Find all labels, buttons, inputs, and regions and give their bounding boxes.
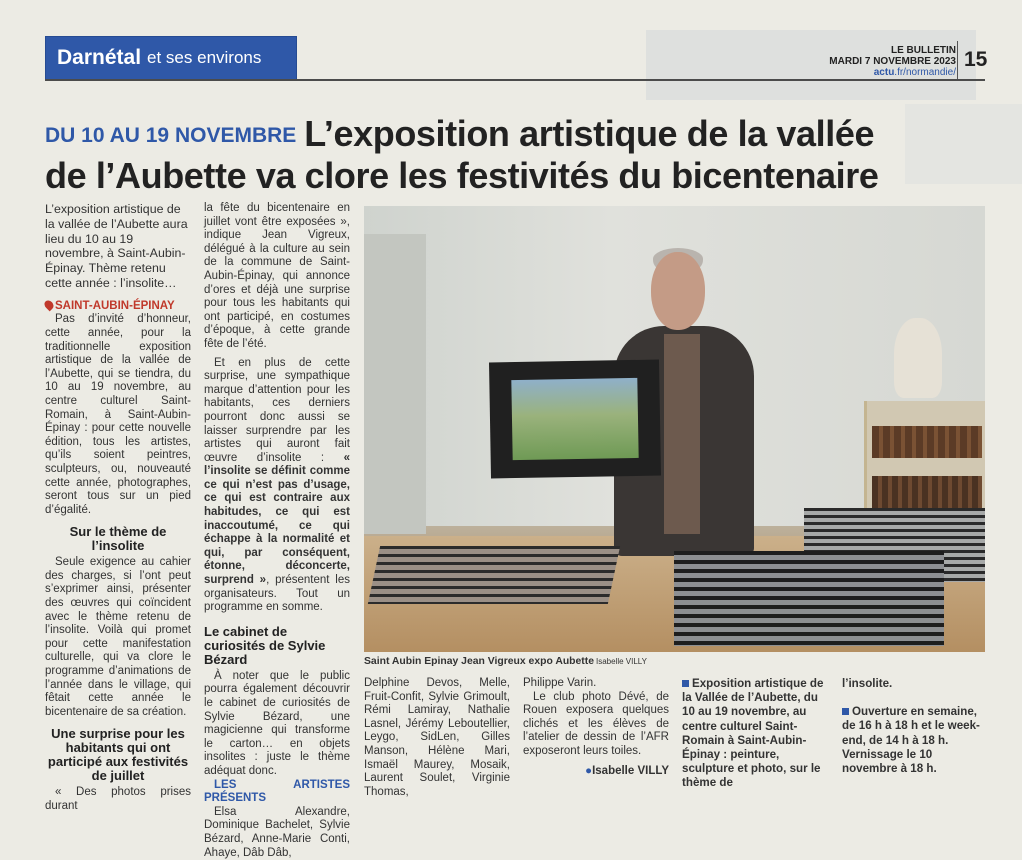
article-headline bbox=[45, 114, 925, 196]
bullet-square-icon bbox=[682, 680, 689, 687]
subheading: Sur le thème de l’insolite bbox=[69, 524, 167, 554]
bullet-square-icon bbox=[842, 708, 849, 715]
column-4 bbox=[523, 677, 669, 778]
info-theme: l’insolite. bbox=[842, 677, 893, 690]
paper-url: actu.fr/normandie/ bbox=[873, 67, 956, 78]
location-pin-icon bbox=[43, 298, 56, 311]
info-hours: Ouverture en semaine, de 16 h à 18 h et le week-end, de 14 h à 18 h. Vernissage le 10 novembre à 18 h. bbox=[842, 705, 980, 776]
page-number: 15 bbox=[957, 41, 987, 79]
paragraph: la fête du bicentenaire en juillet vont être exposées », indique Jean Vigreux, délégué à la culture au sein de la commune de Saint-Aubin-Épinay, qui annonce d’ores et déjà une surprise pour tous les habitants qui ont participé, en costumes d’époque, à cette grande fête de l’été. bbox=[204, 202, 350, 350]
paragraph: Pas d’invité d’honneur, cette année, pour la traditionnelle exposition artistique de la vallée de l’Aubette, qui se tiendra, du 10 au 19 novembre, au centre culturel Saint-Romain, à Saint-Aubin-Épinay : pour cette nouvelle édition, tous les artistes, qu’ils soient peintres, sculpteurs, ou, nouveauté cette année, photographes, seront tous sur un pied d’égalité. bbox=[45, 313, 191, 516]
paragraph: « Des photos prises durant bbox=[45, 786, 191, 812]
section-banner bbox=[45, 36, 297, 80]
practical-info-1: Exposition artistique de la Vallée de l’Aubette, du 10 au 19 novembre, au centre culturel Saint-Romain à Saint-Aubin-Épinay : peinture, sculpture et photo, sur le thème de bbox=[682, 677, 824, 790]
headline-date: DU 10 AU 19 NOVEMBRE bbox=[45, 124, 297, 147]
column-1 bbox=[45, 202, 191, 814]
article-photo bbox=[364, 206, 985, 652]
paper-title: LE BULLETIN bbox=[891, 45, 956, 56]
article-lead: L’exposition artistique de la vallée de l’Aubette aura lieu du 10 au 19 novembre, à Saint-Aubin-Épinay. Thème retenu cette année : l’insolite… bbox=[45, 202, 188, 290]
artists-heading: LES ARTISTES PRÉSENTS bbox=[204, 778, 350, 805]
paper-date: MARDI 7 NOVEMBRE 2023 bbox=[829, 56, 956, 67]
paper-header bbox=[829, 45, 956, 78]
column-3 bbox=[364, 677, 510, 799]
paragraph: Seule exigence au cahier des charges, si l’ont peut s’exprimer ainsi, présenter des œuvres qui coïncident avec le thème retenu de l’insolite. Voilà qui promet pour cette manifestation culturelle, qui va clore le programme d’animations de l’année dans le village, qui fêtait cette année le bicentenaire de sa création. bbox=[45, 556, 191, 718]
paragraph: Le club photo Dévé, de Rouen exposera quelques clichés et les élèves de l’atelier de dessin de l’AFR exposeront leurs toiles. bbox=[523, 690, 669, 757]
section-name: Darnétal bbox=[57, 46, 142, 69]
photo-caption: Saint Aubin Epinay Jean Vigreux expo Aubette Isabelle VILLY bbox=[364, 656, 647, 667]
paragraph: Delphine Devos, Melle, Fruit-Confit, Sylvie Grimoult, Rémi Lamiray, Nathalie Lasnel, Jérémy Leboutellier, Leygo, SidLen, Gilles Manson, Hélène Mari, Ismaël Maurey, Mosaik, Laurent Soulet, Virginie Thomas, bbox=[364, 677, 510, 798]
subheading: Une surprise pour les habitants qui ont participé aux festivités de juillet bbox=[47, 726, 189, 784]
author-signature: ●Isabelle VILLY bbox=[585, 764, 669, 777]
headline-line1: L’exposition artistique de la vallée bbox=[304, 113, 875, 154]
column-2 bbox=[204, 202, 350, 860]
paragraph: Philippe Varin. bbox=[523, 677, 597, 689]
headline-line2: de l’Aubette va clore les festivités du bicentenaire bbox=[45, 155, 879, 196]
subheading: Le cabinet de curiosités de Sylvie Bézard bbox=[204, 623, 326, 667]
paragraph: Elsa Alexandre, Dominique Bachelet, Sylvie Bézard, Anne-Marie Conti, Ahaye, Dâb Dâb, bbox=[204, 805, 350, 859]
paragraph: Et en plus de cette surprise, une sympathique marque d’attention pour les habitants, ces derniers pourront donc aussi se laisser surprendre par les artistes qui auront fait œuvre d’insolite : « l’insolite se définit comme ce qui n’est pas d’usage, ce qui est contraire aux habitudes, ce qui est inaccoutumé, ce qui échappe à la normalité et qui, par conséquent, étonne, déconcerte, surprend », présentent les organisateurs. Tout un programme en somme. bbox=[204, 356, 350, 614]
photo-credit: Isabelle VILLY bbox=[596, 657, 647, 666]
section-sub: et ses environs bbox=[147, 48, 262, 67]
practical-info-2 bbox=[842, 677, 987, 776]
paragraph: À noter que le public pourra également découvrir le cabinet de curiosités de Sylvie Bézard, une magicienne qui transforme le carton… en objets insolites : juste le thème adéquat donc. bbox=[204, 669, 350, 777]
header-rule bbox=[45, 79, 985, 81]
dateline: SAINT-AUBIN-ÉPINAY bbox=[45, 300, 191, 314]
